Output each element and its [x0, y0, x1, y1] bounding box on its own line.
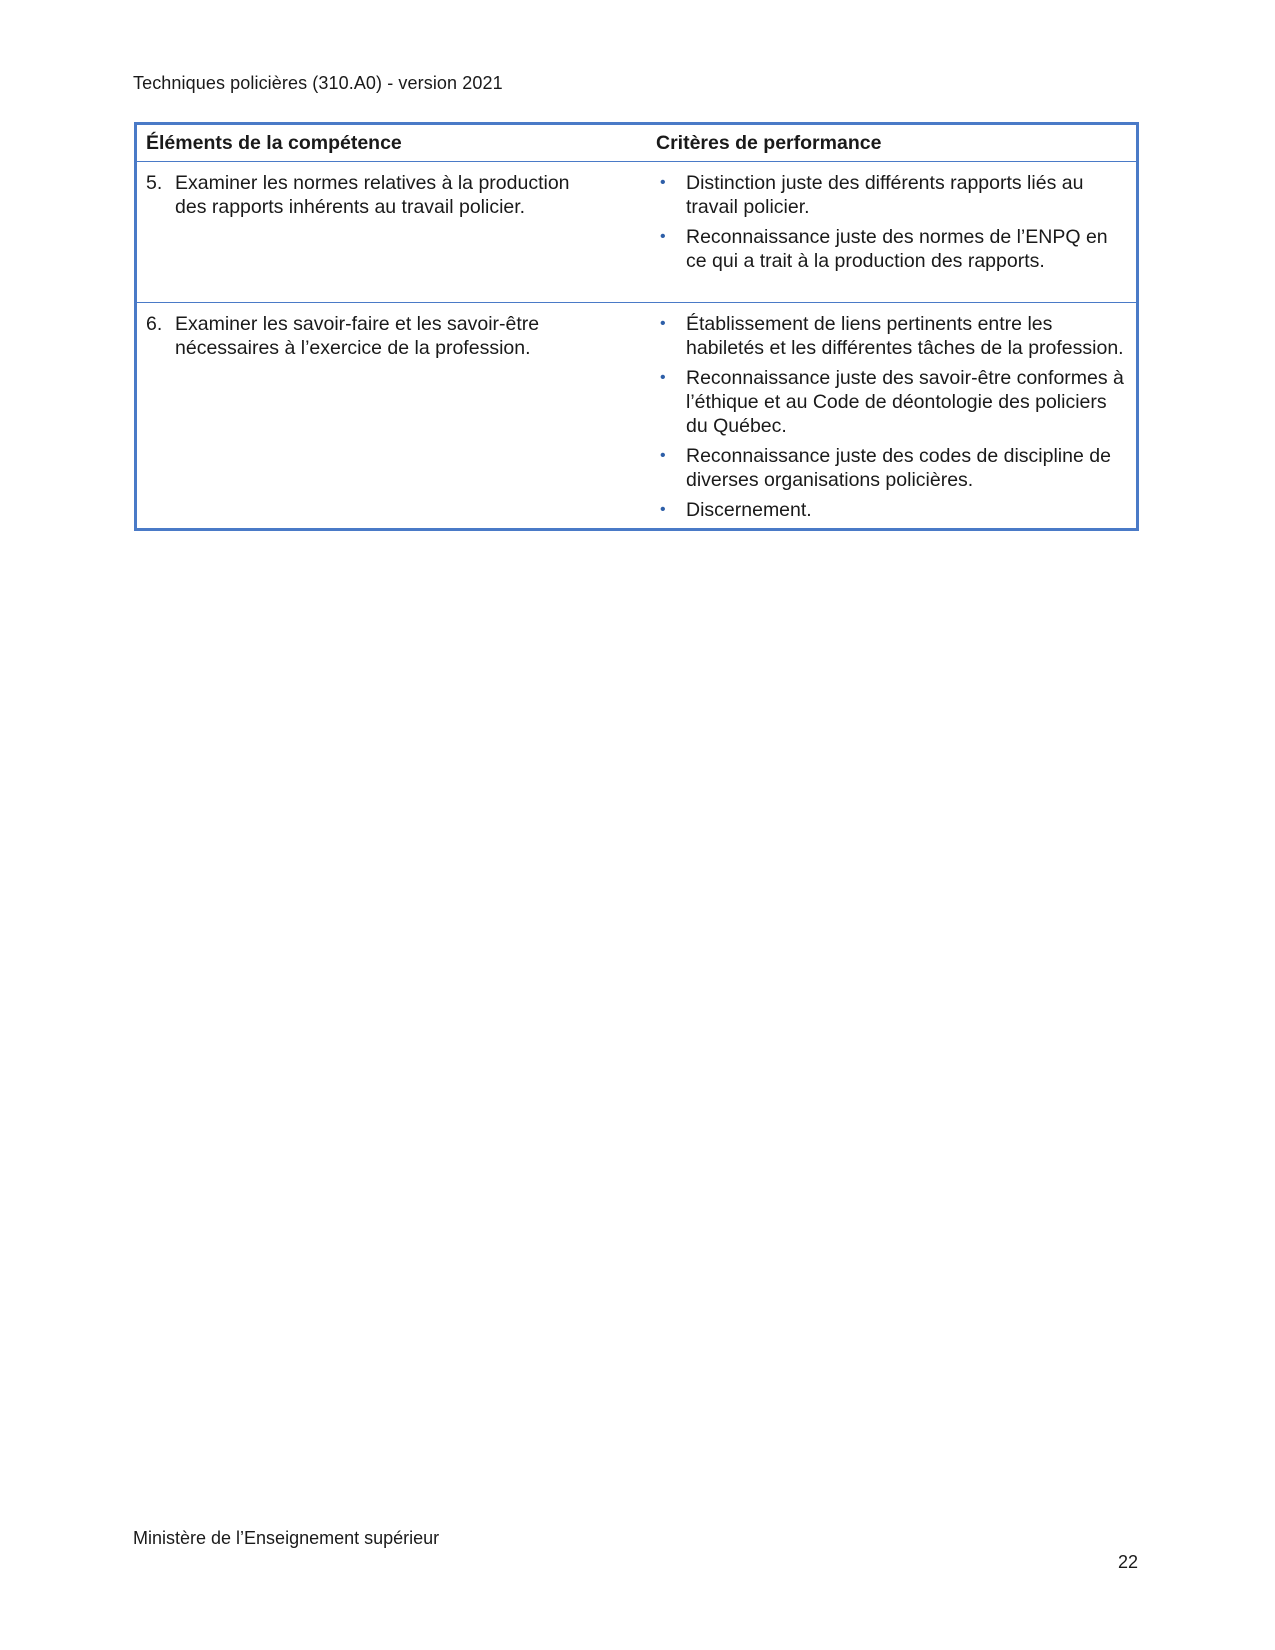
criteria-cell [646, 303, 1138, 530]
table-header-row [136, 124, 1138, 162]
bullet-icon: • [660, 315, 666, 332]
competence-table [134, 122, 1139, 531]
list-item [656, 312, 1128, 360]
table-row [136, 303, 1138, 530]
criteria-cell [646, 162, 1138, 303]
bullet-icon: • [660, 174, 666, 191]
list-item [656, 171, 1128, 219]
criteria-list [656, 303, 1136, 522]
table-row [136, 162, 1138, 303]
element-cell [136, 162, 647, 303]
column-header-elements: Éléments de la compétence [136, 124, 647, 162]
criterion-text: Reconnaissance juste des savoir-être conformes à l’éthique et au Code de déontologie des policiers du Québec. [686, 367, 1124, 437]
running-header: Techniques policières (310.A0) - version 2021 [133, 73, 503, 93]
element-number: 5. [146, 172, 163, 194]
footer-ministry: Ministère de l’Enseignement supérieur [133, 1528, 440, 1548]
column-header-criteria: Critères de performance [646, 124, 1138, 162]
criterion-text: Distinction juste des différents rapports liés au travail policier. [686, 172, 1084, 218]
bullet-icon: • [660, 369, 666, 386]
element-cell [136, 303, 647, 530]
element-text: Examiner les savoir-faire et les savoir-être nécessaires à l’exercice de la profession. [175, 313, 540, 359]
list-item [656, 225, 1128, 273]
list-item [656, 498, 1128, 522]
page-number: 22 [1118, 1552, 1139, 1572]
bullet-icon: • [660, 228, 666, 245]
criterion-text: Établissement de liens pertinents entre les habiletés et les différentes tâches de la profession. [686, 313, 1124, 359]
criterion-text: Reconnaissance juste des codes de discipline de diverses organisations policières. [686, 445, 1111, 491]
list-item [656, 366, 1128, 438]
criterion-text: Reconnaissance juste des normes de l’ENPQ en ce qui a trait à la production des rapports. [686, 226, 1108, 272]
list-item [656, 444, 1128, 492]
element-number: 6. [146, 313, 163, 335]
bullet-icon: • [660, 501, 666, 518]
element-text: Examiner les normes relatives à la production des rapports inhérents au travail policier. [175, 172, 570, 218]
criterion-text: Discernement. [686, 499, 812, 521]
bullet-icon: • [660, 447, 666, 464]
criteria-list [656, 162, 1136, 273]
